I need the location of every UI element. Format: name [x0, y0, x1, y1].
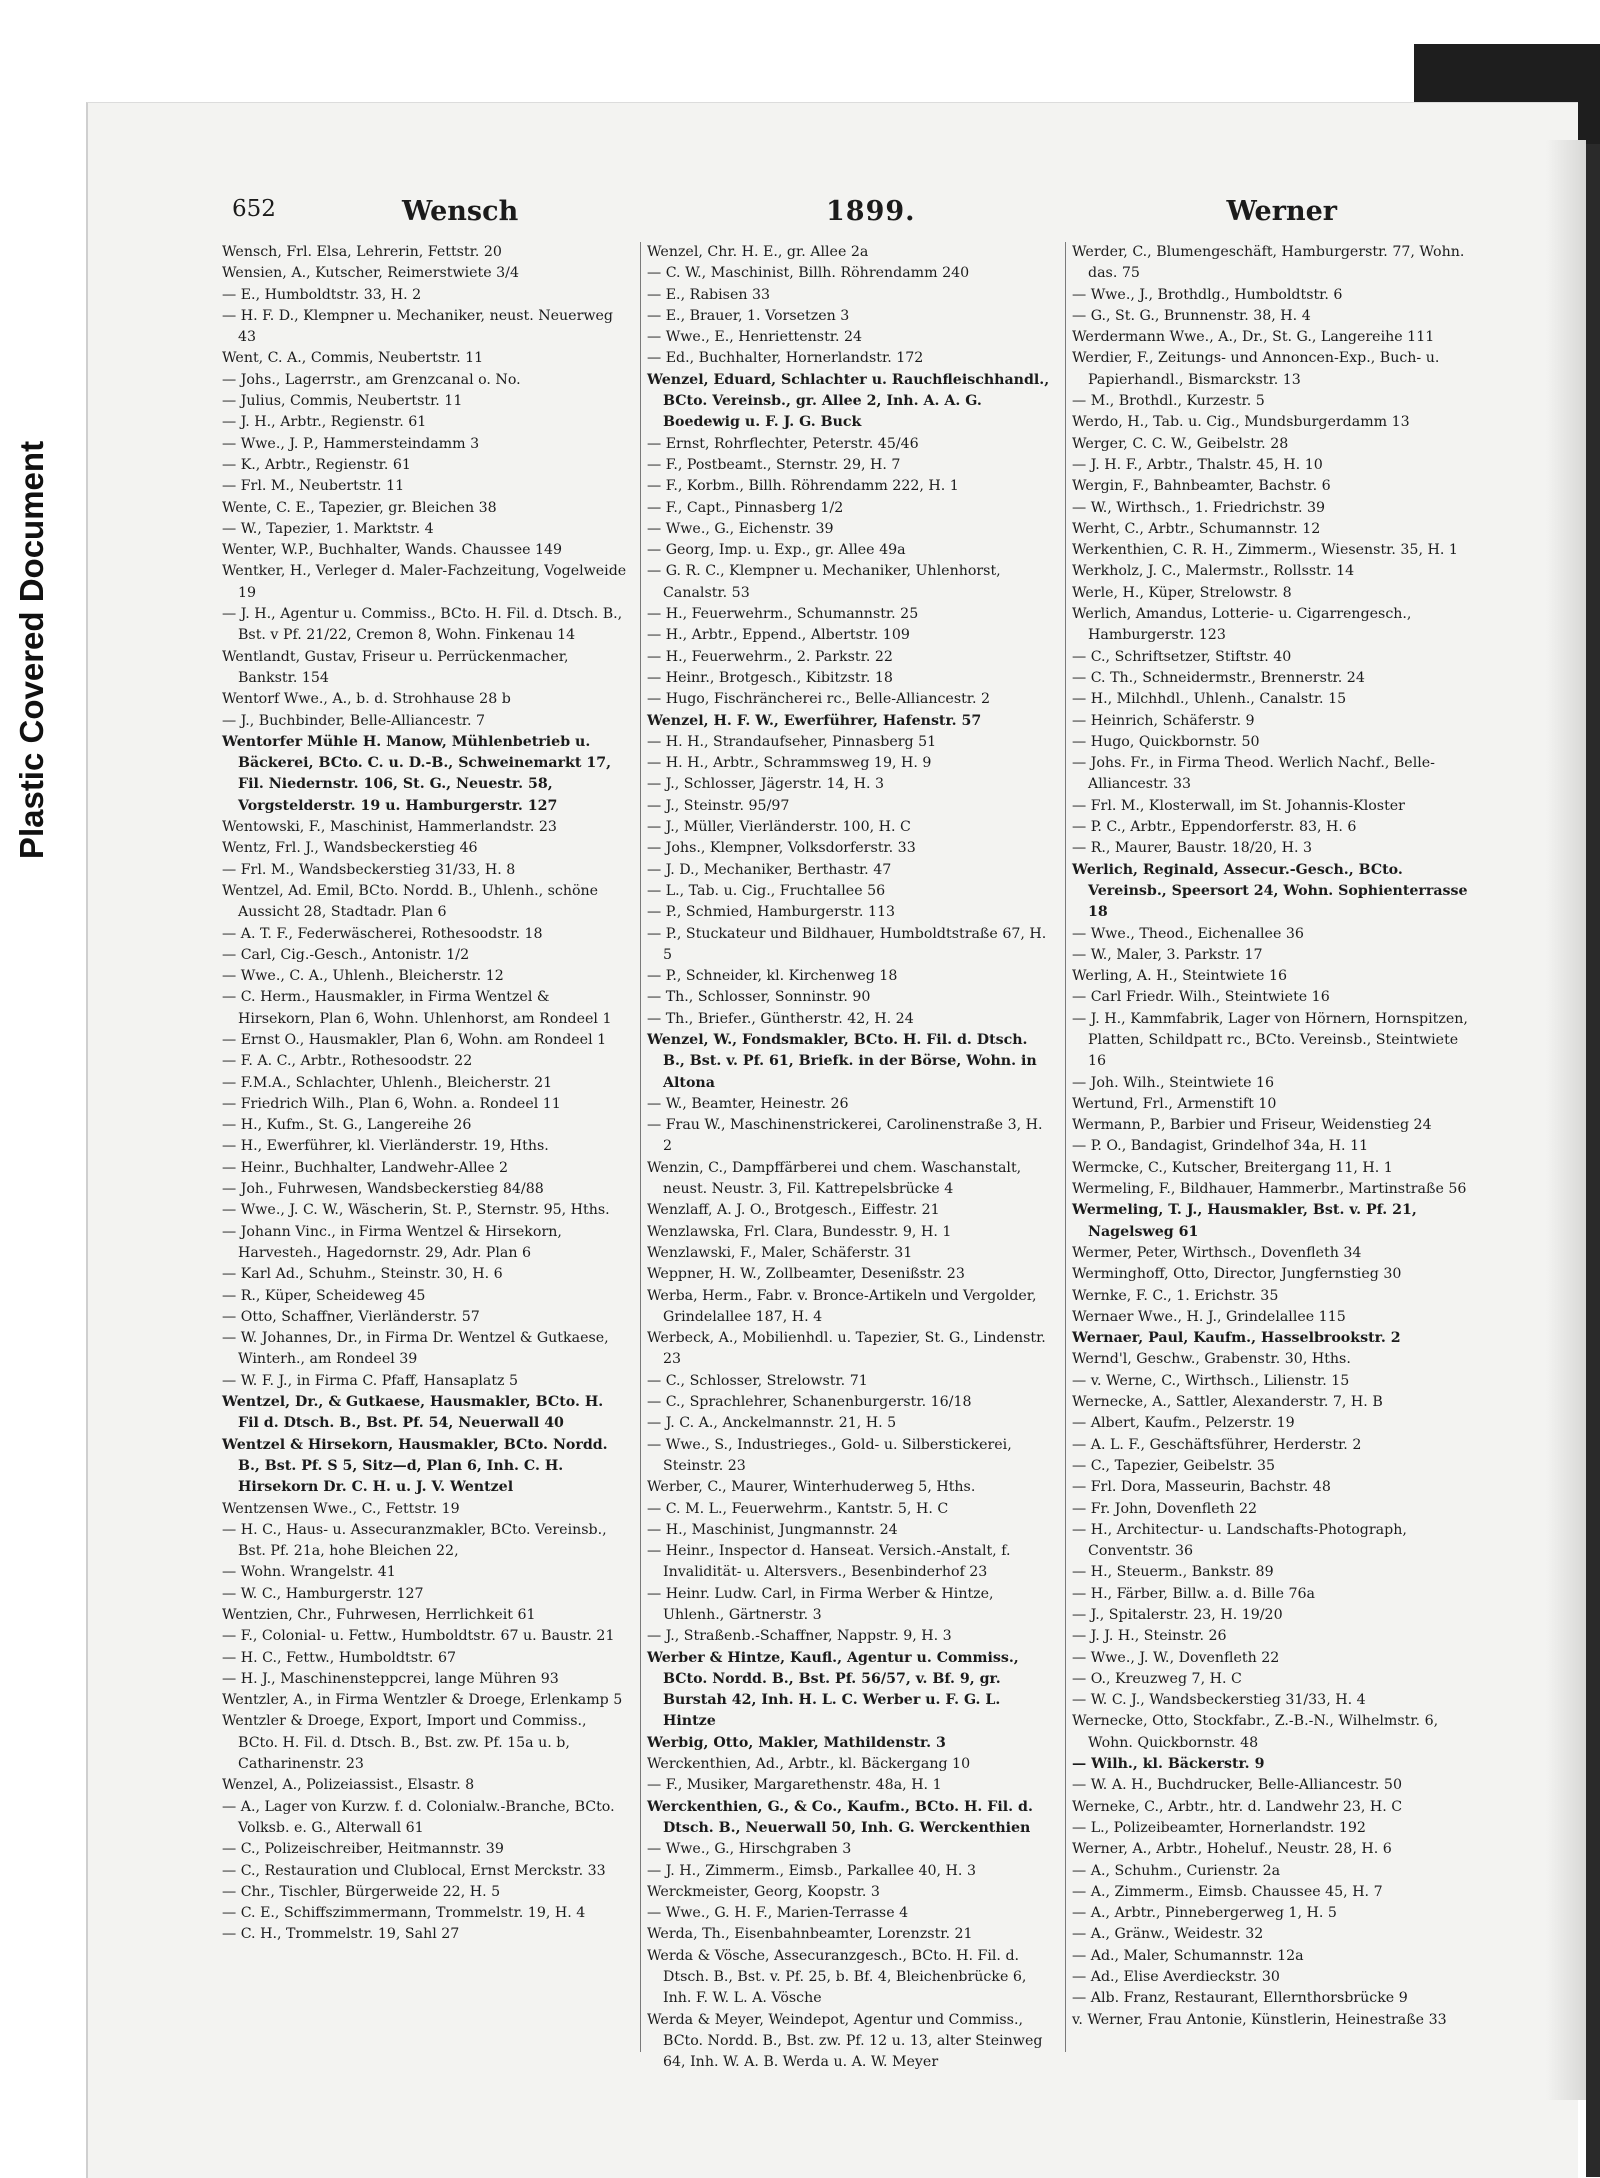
directory-entry: Wenzel, H. F. W., Ewerführer, Hafenstr. 57 — [647, 712, 982, 729]
directory-entry: Went, C. A., Commis, Neubertstr. 11 — [222, 350, 484, 367]
directory-entry: — H., Milchhdl., Uhlenh., Canalstr. 15 — [1072, 691, 1347, 708]
directory-entry: — F., Postbeamt., Sternstr. 29, H. 7 — [647, 456, 901, 473]
directory-entry: — C. Herm., Hausmakler, in Firma Wentzel & Hirsekorn, Plan 6, Wohn. Uhlenhorst, am Rondeel 1 — [222, 989, 612, 1027]
directory-entry: — A., Schuhm., Curienstr. 2a — [1072, 1862, 1281, 1879]
directory-entry: — Ernst O., Hausmakler, Plan 6, Wohn. am Rondeel 1 — [222, 1031, 607, 1048]
directory-entry: — J., Spitalerstr. 23, H. 19/20 — [1072, 1607, 1283, 1623]
directory-entry: Werner, A., Arbtr., Hoheluf., Neustr. 28, H. 6 — [1072, 1841, 1392, 1858]
directory-entry: — C. H., Trommelstr. 19, Sahl 27 — [222, 1926, 460, 1943]
directory-entry: — J. D., Mechaniker, Berthastr. 47 — [647, 861, 892, 878]
directory-entry: Wermann, P., Barbier und Friseur, Weidenstieg 24 — [1072, 1117, 1432, 1134]
directory-entry: — Fr. John, Dovenfleth 22 — [1072, 1500, 1258, 1517]
directory-entry: — W., Maler, 3. Parkstr. 17 — [1072, 946, 1263, 963]
directory-entry: — Wohn. Wrangelstr. 41 — [222, 1564, 396, 1581]
directory-entry: — E., Brauer, 1. Vorsetzen 3 — [647, 307, 850, 324]
directory-entry: Wente, C. E., Tapezier, gr. Bleichen 38 — [222, 499, 497, 516]
directory-entry: — Wwe., C. A., Uhlenh., Bleicherstr. 12 — [222, 968, 504, 985]
directory-entry: — Wwe., G. H. F., Marien-Terrasse 4 — [647, 1905, 909, 1922]
directory-entry: — C., Polizeischreiber, Heitmannstr. 39 — [222, 1841, 504, 1858]
directory-entry: Wenzel, Chr. H. E., gr. Allee 2a — [647, 244, 869, 260]
directory-entry: Werkenthien, C. R. H., Zimmerm., Wiesenstr. 35, H. 1 — [1072, 542, 1458, 559]
directory-entry: — J. H., Arbtr., Regienstr. 61 — [222, 414, 427, 431]
directory-entry: — C. E., Schiffszimmermann, Trommelstr. 19, H. 4 — [222, 1905, 586, 1922]
directory-entry: Werda, Th., Eisenbahnbeamter, Lorenzstr. 21 — [647, 1926, 973, 1943]
directory-entry: — Frl. Dora, Masseurin, Bachstr. 48 — [1072, 1479, 1331, 1496]
directory-entry: — Joh. Wilh., Steintwiete 16 — [1072, 1074, 1275, 1091]
directory-entry: — F. A. C., Arbtr., Rothesoodstr. 22 — [222, 1053, 473, 1070]
directory-entry: — Wwe., J. C. W., Wäscherin, St. P., Sternstr. 95, Hths. — [222, 1202, 610, 1219]
directory-entry: — Joh., Fuhrwesen, Wandsbeckerstieg 84/88 — [222, 1181, 544, 1198]
directory-entry: — J. J. H., Steinstr. 26 — [1072, 1628, 1227, 1645]
directory-entry: — P. C., Arbtr., Eppendorferstr. 83, H. 6 — [1072, 819, 1357, 836]
directory-entry: — W., Wirthsch., 1. Friedrichstr. 39 — [1072, 499, 1326, 516]
directory-entry: — H. H., Strandaufseher, Pinnasberg 51 — [647, 733, 937, 750]
directory-entry: — Wwe., J. W., Dovenfleth 22 — [1072, 1649, 1280, 1666]
directory-entry: — Th., Schlosser, Sonninstr. 90 — [647, 989, 871, 1006]
directory-entry: — Hugo, Fischräncherei rc., Belle-Alliancestr. 2 — [647, 691, 991, 708]
directory-entry: — C., Sprachlehrer, Schanenburgerstr. 16/18 — [647, 1394, 972, 1411]
directory-entry: — Frl. M., Klosterwall, im St. Johannis-Kloster — [1072, 797, 1405, 814]
directory-entry: — Wwe., J., Brothdlg., Humboldtstr. 6 — [1072, 286, 1343, 303]
directory-entry: Wenzlaff, A. J. O., Brotgesch., Eiffestr. 21 — [647, 1202, 940, 1219]
directory-entry: — C., Schlosser, Strelowstr. 71 — [647, 1372, 868, 1389]
directory-entry: Wenzel, W., Fondsmakler, BCto. H. Fil. d. Dtsch. B., Bst. v. Pf. 61, Briefk. in der Börse, Wohn. in Altona — [647, 1031, 1037, 1091]
directory-entry: Wenter, W.P., Buchhalter, Wands. Chaussee 149 — [222, 542, 563, 559]
directory-entry: — Johann Vinc., in Firma Wentzel & Hirsekorn, Harvesteh., Hagedornstr. 29, Adr. Plan 6 — [222, 1223, 562, 1261]
directory-entry: Werle, H., Küper, Strelowstr. 8 — [1072, 584, 1292, 601]
directory-entry: Werda & Vösche, Assecuranzgesch., BCto. H. Fil. d. Dtsch. B., Bst. v. Pf. 25, b. Bf. 4, Bleichenbrücke 6, Inh. F. W. L. A. Vösche — [647, 1947, 1027, 2007]
directory-entry: — J., Schlosser, Jägerstr. 14, H. 3 — [647, 776, 885, 793]
directory-entry: — H. C., Haus- u. Assecuranzmakler, BCto. Vereinsb., Bst. Pf. 21a, hohe Bleichen 22, — [222, 1521, 607, 1560]
directory-entry: — W. Johannes, Dr., in Firma Dr. Wentzel & Gutkaese, Winterh., am Rondeel 39 — [222, 1330, 609, 1368]
directory-entry: Werckenthien, G., & Co., Kaufm., BCto. H. Fil. d. Dtsch. B., Neuerwall 50, Inh. G. Werckenthien — [647, 1798, 1033, 1836]
directory-entry: Werminghoff, Otto, Director, Jungfernstieg 30 — [1072, 1266, 1402, 1283]
directory-entry: — H., Ewerführer, kl. Vierländerstr. 19, Hths. — [222, 1138, 549, 1155]
header-year: 1899. — [826, 196, 916, 227]
directory-entry: — R., Maurer, Baustr. 18/20, H. 3 — [1072, 840, 1313, 857]
directory-entry: Wenzel, Eduard, Schlachter u. Rauchfleischhandl., BCto. Vereinsb., gr. Allee 2, Inh. A. A. G. Boedewig u. F. J. G. Buck — [647, 371, 1050, 431]
directory-entry: Wentzler & Droege, Export, Import und Commiss., BCto. H. Fil. d. Dtsch. B., Bst. zw. Pf. 15a u. b, Catharinenstr. 23 — [222, 1713, 587, 1773]
directory-column-2 — [647, 242, 1052, 2074]
directory-entry: Wernke, F. C., 1. Erichstr. 35 — [1072, 1287, 1279, 1304]
directory-entry: Werba, Herm., Fabr. v. Bronce-Artikeln und Vergolder, Grindelallee 187, H. 4 — [647, 1287, 1037, 1325]
directory-entry: — F., Colonial- u. Fettw., Humboldtstr. 67 u. Baustr. 21 — [222, 1628, 615, 1645]
directory-entry: Wentzel, Dr., & Gutkaese, Hausmakler, BCto. H. Fil d. Dtsch. B., Bst. Pf. 54, Neuerwall 40 — [222, 1394, 604, 1432]
column-divider-1 — [640, 242, 641, 2052]
directory-entry: — Wwe., S., Industrieges., Gold- u. Silberstickerei, Steinstr. 23 — [647, 1436, 1012, 1474]
directory-entry: — Chr., Tischler, Bürgerweide 22, H. 5 — [222, 1883, 501, 1900]
directory-entry: Wentlandt, Gustav, Friseur u. Perrückenmacher, Bankstr. 154 — [222, 648, 569, 686]
directory-entry: Werneke, C., Arbtr., htr. d. Landwehr 23, H. C — [1072, 1798, 1403, 1815]
directory-entry: Werlich, Reginald, Assecur.-Gesch., BCto. Vereinsb., Speersort 24, Wohn. Sophienterrasse 18 — [1072, 861, 1468, 921]
directory-entry: Werbeck, A., Mobilienhdl. u. Tapezier, St. G., Lindenstr. 23 — [647, 1330, 1046, 1368]
directory-entry: — Heinrich, Schäferstr. 9 — [1072, 712, 1255, 729]
directory-entry: — Carl, Cig.-Gesch., Antonistr. 1/2 — [222, 946, 470, 963]
directory-entry: v. Werner, Frau Antonie, Künstlerin, Heinestraße 33 — [1072, 2011, 1447, 2028]
directory-entry: Wentzler, A., in Firma Wentzler & Droege, Erlenkamp 5 — [222, 1692, 623, 1709]
directory-entry: Wernecke, Otto, Stockfabr., Z.-B.-N., Wilhelmstr. 6, Wohn. Quickbornstr. 48 — [1072, 1713, 1439, 1751]
directory-entry: Wentz, Frl. J., Wandsbeckerstieg 46 — [222, 840, 478, 857]
directory-entry: — R., Küper, Scheideweg 45 — [222, 1287, 426, 1304]
header-right-catchword: Werner — [1226, 196, 1337, 227]
directory-entry: Wentzel, Ad. Emil, BCto. Nordd. B., Uhlenh., schöne Aussicht 28, Stadtadr. Plan 6 — [222, 882, 599, 921]
directory-entry: — L., Tab. u. Cig., Fruchtallee 56 — [647, 882, 886, 899]
directory-entry: — Johs., Klempner, Volksdorferstr. 33 — [647, 840, 916, 857]
directory-entry: — A., Gränw., Weidestr. 32 — [1072, 1926, 1264, 1943]
directory-entry: — J. H., Zimmerm., Eimsb., Parkallee 40, H. 3 — [647, 1862, 976, 1879]
directory-entry: — W., Beamter, Heinestr. 26 — [647, 1095, 849, 1112]
directory-entry: Wentzensen Wwe., C., Fettstr. 19 — [222, 1500, 460, 1517]
directory-entry: — Frl. M., Neubertstr. 11 — [222, 478, 405, 495]
directory-entry: — W. C. J., Wandsbeckerstieg 31/33, H. 4 — [1072, 1692, 1366, 1709]
column-divider-2 — [1065, 242, 1066, 2052]
directory-entry: Wernaer, Paul, Kaufm., Hasselbrookstr. 2 — [1072, 1330, 1401, 1347]
directory-entry: — H. H., Arbtr., Schrammsweg 19, H. 9 — [647, 755, 932, 772]
directory-entry: — J. H. F., Arbtr., Thalstr. 45, H. 10 — [1072, 456, 1323, 473]
directory-entry: Wenzel, A., Polizeiassist., Elsastr. 8 — [222, 1777, 475, 1794]
directory-entry: — Heinr., Inspector d. Hanseat. Versich.-Anstalt, f. Invalidität- u. Altersvers., Besenbinderhof 23 — [647, 1543, 1011, 1581]
directory-entry: Wernaer Wwe., H. J., Grindelallee 115 — [1072, 1308, 1346, 1325]
directory-column-3 — [1072, 242, 1477, 2031]
directory-entry: — C. Th., Schneidermstr., Brennerstr. 24 — [1072, 669, 1365, 686]
page-number: 652 — [232, 196, 276, 222]
directory-entry: — P., Schneider, kl. Kirchenweg 18 — [647, 968, 898, 985]
directory-entry: Wentker, H., Verleger d. Maler-Fachzeitung, Vogelweide 19 — [222, 563, 627, 601]
directory-entry: — H. J., Maschinensteppcrei, lange Mühren 93 — [222, 1670, 559, 1687]
directory-entry: Werda & Meyer, Weindepot, Agentur und Commiss., BCto. Nordd. B., Bst. zw. Pf. 12 u. 13, alter Steinweg 64, Inh. W. A. B. Werda u. A. W. Meyer — [647, 2011, 1043, 2071]
directory-entry: — A., Arbtr., Pinnebergerweg 1, H. 5 — [1072, 1905, 1337, 1922]
directory-entry: — J., Steinstr. 95/97 — [647, 797, 790, 814]
directory-entry: — J., Müller, Vierländerstr. 100, H. C — [647, 819, 911, 836]
directory-entry: — A., Zimmerm., Eimsb. Chaussee 45, H. 7 — [1072, 1883, 1383, 1900]
directory-entry: — Frl. M., Wandsbeckerstieg 31/33, H. 8 — [222, 861, 516, 878]
directory-entry: — Friedrich Wilh., Plan 6, Wohn. a. Rondeel 11 — [222, 1095, 561, 1112]
directory-entry: Wermeling, T. J., Hausmakler, Bst. v. Pf. 21, Nagelsweg 61 — [1072, 1202, 1417, 1240]
directory-entry: — Wwe., Theod., Eichenallee 36 — [1072, 925, 1304, 942]
directory-entry: — A., Lager von Kurzw. f. d. Colonialw.-Branche, BCto. Volksb. e. G., Alterwall 61 — [222, 1798, 615, 1836]
directory-entry: Werdermann Wwe., A., Dr., St. G., Langereihe 111 — [1072, 329, 1435, 346]
directory-entry: Wermer, Peter, Wirthsch., Dovenfleth 34 — [1072, 1244, 1362, 1261]
directory-entry: — H., Färber, Billw. a. d. Bille 76a — [1072, 1585, 1315, 1602]
directory-entry: — Frau W., Maschinenstrickerei, Carolinenstraße 3, H. 2 — [647, 1117, 1043, 1155]
directory-entry: — W., Tapezier, 1. Marktstr. 4 — [222, 520, 434, 537]
directory-entry: — Wwe., G., Eichenstr. 39 — [647, 520, 834, 537]
directory-entry: — Heinr., Buchhalter, Landwehr-Allee 2 — [222, 1159, 509, 1176]
header-left-catchword: Wensch — [402, 196, 519, 227]
directory-column-1 — [222, 242, 627, 1946]
directory-entry: — C. M. L., Feuerwehrm., Kantstr. 5, H. C — [647, 1500, 949, 1517]
directory-entry: — A. T. F., Federwäscherei, Rothesoodstr. 18 — [222, 925, 543, 942]
directory-entry: Werling, A. H., Steintwiete 16 — [1072, 968, 1288, 985]
directory-entry: — P. O., Bandagist, Grindelhof 34a, H. 11 — [1072, 1138, 1369, 1155]
directory-entry: — E., Humboldtstr. 33, H. 2 — [222, 286, 422, 303]
directory-entry: — Ad., Elise Averdieckstr. 30 — [1072, 1969, 1280, 1986]
directory-entry: — O., Kreuzweg 7, H. C — [1072, 1670, 1242, 1687]
directory-entry: — Johs., Lagerrstr., am Grenzcanal o. No. — [222, 371, 521, 388]
directory-entry: Werht, C., Arbtr., Schumannstr. 12 — [1072, 520, 1321, 537]
directory-entry: — Wwe., G., Hirschgraben 3 — [647, 1841, 852, 1858]
directory-entry: — F.M.A., Schlachter, Uhlenh., Bleicherstr. 21 — [222, 1074, 553, 1091]
directory-entry: — Wilh., kl. Bäckerstr. 9 — [1072, 1756, 1265, 1773]
page-header — [232, 196, 1337, 236]
directory-entry: — F., Capt., Pinnasberg 1/2 — [647, 499, 844, 516]
directory-entry: — W. C., Hamburgerstr. 127 — [222, 1585, 424, 1602]
directory-entry: Werckenthien, Ad., Arbtr., kl. Bäckergang 10 — [647, 1756, 971, 1773]
directory-entry: — Otto, Schaffner, Vierländerstr. 57 — [222, 1308, 480, 1325]
directory-entry: Wentzel & Hirsekorn, Hausmakler, BCto. Nordd. B., Bst. Pf. S 5, Sitz—d, Plan 6, Inh. C. H. Hirsekorn Dr. C. H. u. J. V. Wentzel — [222, 1436, 608, 1496]
directory-entry: — Th., Briefer., Güntherstr. 42, H. 24 — [647, 1010, 914, 1027]
directory-entry: — H. C., Fettw., Humboldtstr. 67 — [222, 1649, 457, 1666]
directory-entry: — F., Musiker, Margarethenstr. 48a, H. 1 — [647, 1777, 942, 1794]
directory-entry: — P., Stuckateur und Bildhauer, Humboldtstraße 67, H. 5 — [647, 925, 1047, 963]
plastic-cover-label — [12, 380, 52, 920]
directory-entry: — Karl Ad., Schuhm., Steinstr. 30, H. 6 — [222, 1266, 503, 1283]
directory-entry: — H., Steuerm., Bankstr. 89 — [1072, 1564, 1274, 1581]
directory-entry: — Albert, Kaufm., Pelzerstr. 19 — [1072, 1415, 1295, 1432]
directory-entry: — G. R. C., Klempner u. Mechaniker, Uhlenhorst, Canalstr. 53 — [647, 563, 1001, 601]
directory-entry: — E., Rabisen 33 — [647, 286, 771, 303]
directory-entry: — C., Tapezier, Geibelstr. 35 — [1072, 1457, 1276, 1474]
directory-entry: Werdier, F., Zeitungs- und Annoncen-Exp., Buch- u. Papierhandl., Bismarckstr. 13 — [1072, 350, 1440, 388]
directory-entry: — H., Arbtr., Eppend., Albertstr. 109 — [647, 627, 910, 644]
directory-entry: — G., St. G., Brunnenstr. 38, H. 4 — [1072, 307, 1311, 324]
directory-entry: — H. F. D., Klempner u. Mechaniker, neust. Neuerweg 43 — [222, 307, 613, 346]
directory-entry: Wensien, A., Kutscher, Reimerstwiete 3/4 — [222, 265, 519, 282]
directory-entry: Wernecke, A., Sattler, Alexanderstr. 7, H. B — [1072, 1394, 1383, 1411]
directory-entry: — Heinr. Ludw. Carl, in Firma Werber & Hintze, Uhlenh., Gärtnerstr. 3 — [647, 1585, 994, 1623]
directory-entry: — Wwe., J. P., Hammersteindamm 3 — [222, 435, 480, 452]
directory-entry: — Ad., Maler, Schumannstr. 12a — [1072, 1947, 1304, 1964]
directory-entry: — W. A. H., Buchdrucker, Belle-Alliancestr. 50 — [1072, 1777, 1402, 1794]
directory-entry: — L., Polizeibeamter, Hornerlandstr. 192 — [1072, 1819, 1366, 1836]
directory-entry: Wenzin, C., Dampffärberei und chem. Waschanstalt, neust. Neustr. 3, Fil. Kattrepelsbrücke 4 — [647, 1159, 1022, 1198]
directory-entry: — J. H., Agentur u. Commiss., BCto. H. Fil. d. Dtsch. B., Bst. v Pf. 21/22, Cremon 8, Wohn. Finkenau 14 — [222, 606, 623, 644]
directory-entry: — H., Feuerwehrm., Schumannstr. 25 — [647, 606, 919, 623]
directory-entry: — Alb. Franz, Restaurant, Ellernthorsbrücke 9 — [1072, 1990, 1408, 2007]
directory-entry: — v. Werne, C., Wirthsch., Lilienstr. 15 — [1072, 1372, 1350, 1389]
directory-entry: — A. L. F., Geschäftsführer, Herderstr. 2 — [1072, 1436, 1362, 1453]
directory-entry: Werber, C., Maurer, Winterhuderweg 5, Hths. — [647, 1479, 976, 1496]
directory-entry: Werbig, Otto, Makler, Mathildenstr. 3 — [647, 1734, 946, 1751]
directory-entry: Werkholz, J. C., Malermstr., Rollsstr. 14 — [1072, 563, 1355, 580]
directory-entry: Wergin, F., Bahnbeamter, Bachstr. 6 — [1072, 478, 1331, 495]
directory-entry: — M., Brothdl., Kurzestr. 5 — [1072, 393, 1265, 410]
directory-entry: — K., Arbtr., Regienstr. 61 — [222, 456, 411, 473]
directory-entry: Werckmeister, Georg, Koopstr. 3 — [647, 1883, 880, 1900]
directory-entry: Werger, C. C. W., Geibelstr. 28 — [1072, 435, 1289, 452]
directory-entry: Wermeling, F., Bildhauer, Hammerbr., Martinstraße 56 — [1072, 1181, 1467, 1198]
directory-entry: — Heinr., Brotgesch., Kibitzstr. 18 — [647, 669, 893, 686]
directory-entry: — C. W., Maschinist, Billh. Röhrendamm 240 — [647, 265, 970, 282]
directory-entry: — Georg, Imp. u. Exp., gr. Allee 49a — [647, 542, 906, 559]
directory-entry: — Johs. Fr., in Firma Theod. Werlich Nachf., Belle-Alliancestr. 33 — [1072, 755, 1435, 793]
directory-entry: — J., Straßenb.-Schaffner, Nappstr. 9, H. 3 — [647, 1628, 952, 1645]
directory-entry: — H., Maschinist, Jungmannstr. 24 — [647, 1521, 898, 1538]
directory-entry: Wensch, Frl. Elsa, Lehrerin, Fettstr. 20 — [222, 244, 502, 260]
directory-entry: — J. H., Kammfabrik, Lager von Hörnern, Hornspitzen, Platten, Schildpatt rc., BCto. Vereinsb., Steintwiete 16 — [1072, 1010, 1468, 1070]
directory-entry: — Hugo, Quickbornstr. 50 — [1072, 733, 1260, 750]
directory-entry: Werdo, H., Tab. u. Cig., Mundsburgerdamm 13 — [1072, 414, 1410, 431]
directory-entry: — H., Feuerwehrm., 2. Parkstr. 22 — [647, 648, 893, 665]
directory-entry: — H., Kufm., St. G., Langereihe 26 — [222, 1117, 472, 1134]
directory-entry: — C., Restauration und Clublocal, Ernst Merckstr. 33 — [222, 1862, 606, 1879]
directory-entry: Wermcke, C., Kutscher, Breitergang 11, H. 1 — [1072, 1159, 1393, 1176]
directory-entry: Weppner, H. W., Zollbeamter, Desenißstr. 23 — [647, 1266, 965, 1283]
directory-entry: — C., Schriftsetzer, Stiftstr. 40 — [1072, 648, 1292, 665]
directory-entry: — W. F. J., in Firma C. Pfaff, Hansaplatz 5 — [222, 1372, 519, 1389]
directory-entry: — H., Architectur- u. Landschafts-Photograph, Conventstr. 36 — [1072, 1521, 1407, 1560]
directory-entry: — P., Schmied, Hamburgerstr. 113 — [647, 904, 896, 921]
directory-entry: Wenzlawski, F., Maler, Schäferstr. 31 — [647, 1244, 913, 1261]
directory-entry: — J. C. A., Anckelmannstr. 21, H. 5 — [647, 1415, 897, 1432]
page-edge-bleed — [1546, 140, 1586, 2100]
plastic-cover-label-text: Plastic Covered Document — [13, 440, 50, 860]
directory-entry: Wentowski, F., Maschinist, Hammerlandstr. 23 — [222, 819, 557, 836]
directory-entry: Werlich, Amandus, Lotterie- u. Cigarrengesch., Hamburgerstr. 123 — [1072, 606, 1412, 644]
directory-entry: Wernd'l, Geschw., Grabenstr. 30, Hths. — [1072, 1351, 1351, 1368]
directory-entry: — J., Buchbinder, Belle-Alliancestr. 7 — [222, 712, 486, 729]
directory-entry: — Julius, Commis, Neubertstr. 11 — [222, 393, 463, 410]
directory-entry: Werber & Hintze, Kaufl., Agentur u. Commiss., BCto. Nordd. B., Bst. Pf. 56/57, v. Bf. 9, gr. Burstah 42, Inh. H. L. C. Werber u. F. G. L. Hintze — [647, 1649, 1019, 1730]
directory-entry: — Carl Friedr. Wilh., Steintwiete 16 — [1072, 989, 1330, 1006]
directory-entry: Wertund, Frl., Armenstift 10 — [1072, 1095, 1277, 1112]
directory-entry: — Ed., Buchhalter, Hornerlandstr. 172 — [647, 350, 924, 367]
directory-entry: Wentorfer Mühle H. Manow, Mühlenbetrieb u. Bäckerei, BCto. C. u. D.-B., Schweinemarkt 17, Fil. Niedernstr. 106, St. G., Neuestr. 58, Vorgstelderstr. 19 u. Hamburgerstr. 127 — [222, 733, 612, 814]
directory-entry: Wenzlawska, Frl. Clara, Bundesstr. 9, H. 1 — [647, 1223, 952, 1240]
directory-entry: — F., Korbm., Billh. Röhrendamm 222, H. 1 — [647, 478, 959, 495]
directory-entry: Wentzien, Chr., Fuhrwesen, Herrlichkeit 61 — [222, 1607, 536, 1623]
directory-entry: Wentorf Wwe., A., b. d. Strohhause 28 b — [222, 691, 511, 708]
scanner-edge-shadow — [1586, 144, 1600, 2177]
directory-entry: — Ernst, Rohrflechter, Peterstr. 45/46 — [647, 435, 919, 452]
directory-entry: Werder, C., Blumengeschäft, Hamburgerstr. 77, Wohn. das. 75 — [1072, 244, 1465, 282]
directory-entry: — Wwe., E., Henriettenstr. 24 — [647, 329, 863, 346]
